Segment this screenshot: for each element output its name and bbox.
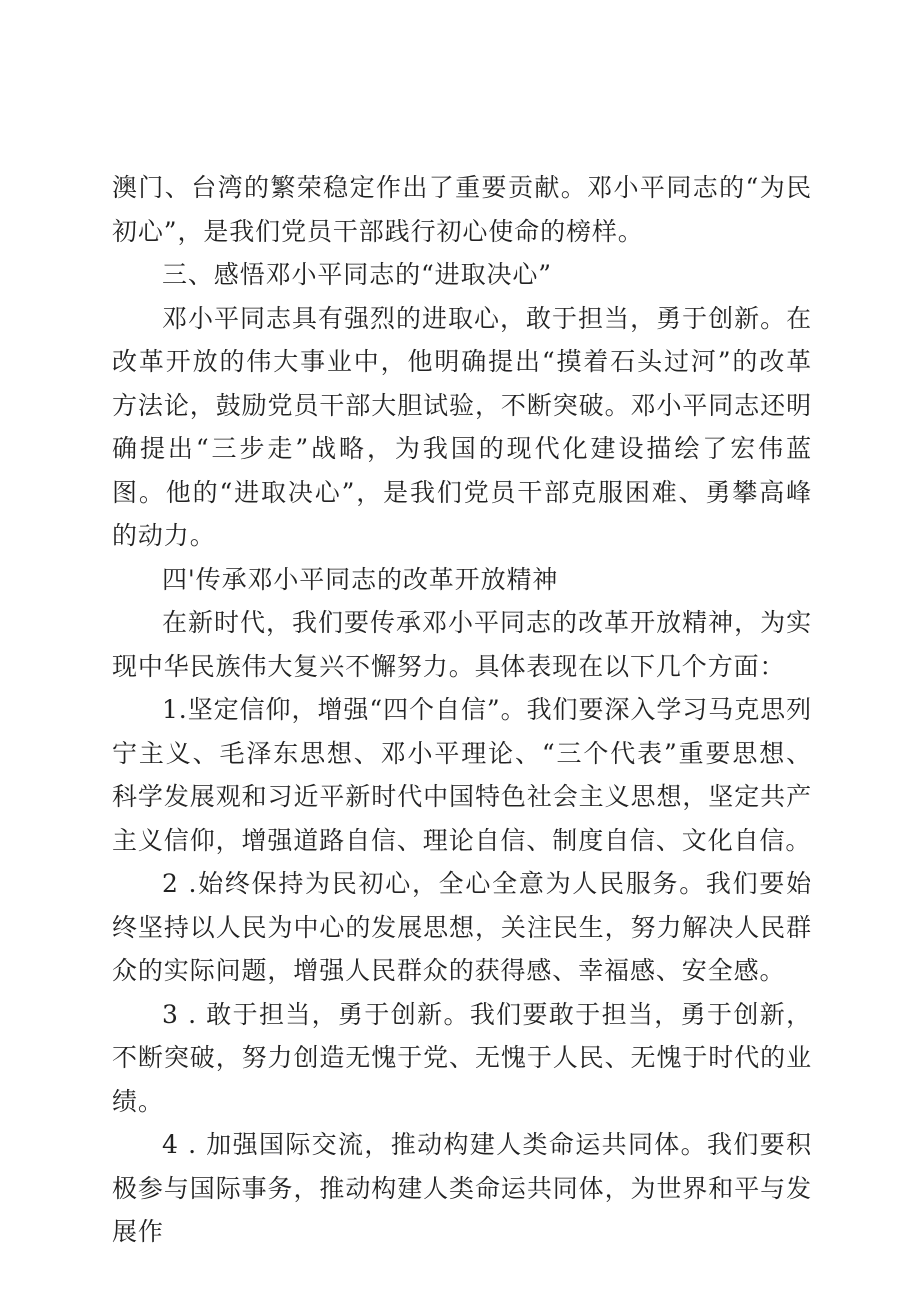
paragraph-continuation: 澳门、台湾的繁荣稳定作出了重要贡献。邓小平同志的“为民初心”，是我们党员干部践行初心使命的榜样。 [112, 173, 812, 246]
document-body [112, 166, 812, 1254]
list-item-2: 2 .始终保持为民初心，全心全意为人民服务。我们要始终坚持以人民为中心的发展思想，关注民生，努力解决人民群众的实际问题，增强人民群众的获得感、幸福感、安全感。 [112, 869, 812, 985]
section-heading-3: 三、感悟邓小平同志的“进取决心” [162, 260, 552, 289]
body-paragraph: 在新时代，我们要传承邓小平同志的改革开放精神，为实现中华民族伟大复兴不懈努力。具体表现在以下几个方面： [112, 608, 812, 681]
list-item-3: 3 . 敢于担当，勇于创新。我们要敢于担当，勇于创新，不断突破，努力创造无愧于党、无愧于人民、无愧于时代的业绩。 [112, 999, 812, 1116]
body-paragraph: 邓小平同志具有强烈的进取心，敢于担当，勇于创新。在改革开放的伟大事业中，他明确提出“摸着石头过河”的改革方法论，鼓励党员干部大胆试验，不断突破。邓小平同志还明确提出“三步走”战略，为我国的现代化建设描绘了宏伟蓝图。他的“进取决心”，是我们党员干部克服困难、勇攀高峰的动力。 [112, 303, 812, 550]
section-heading-4: 四'传承邓小平同志的改革开放精神 [162, 564, 559, 594]
list-item-4: 4 . 加强国际交流，推动构建人类命运共同体。我们要积极参与国际事务，推动构建人类命运共同体，为世界和平与发展作 [112, 1130, 812, 1246]
list-item-1: 1.坚定信仰，增强“四个自信”。我们要深入学习马克思列宁主义、毛泽东思想、邓小平理论、“三个代表”重要思想、科学发展观和习近平新时代中国特色社会主义思想，坚定共产主义信仰，增强道路自信、理论自信、制度自信、文化自信。 [112, 695, 812, 855]
